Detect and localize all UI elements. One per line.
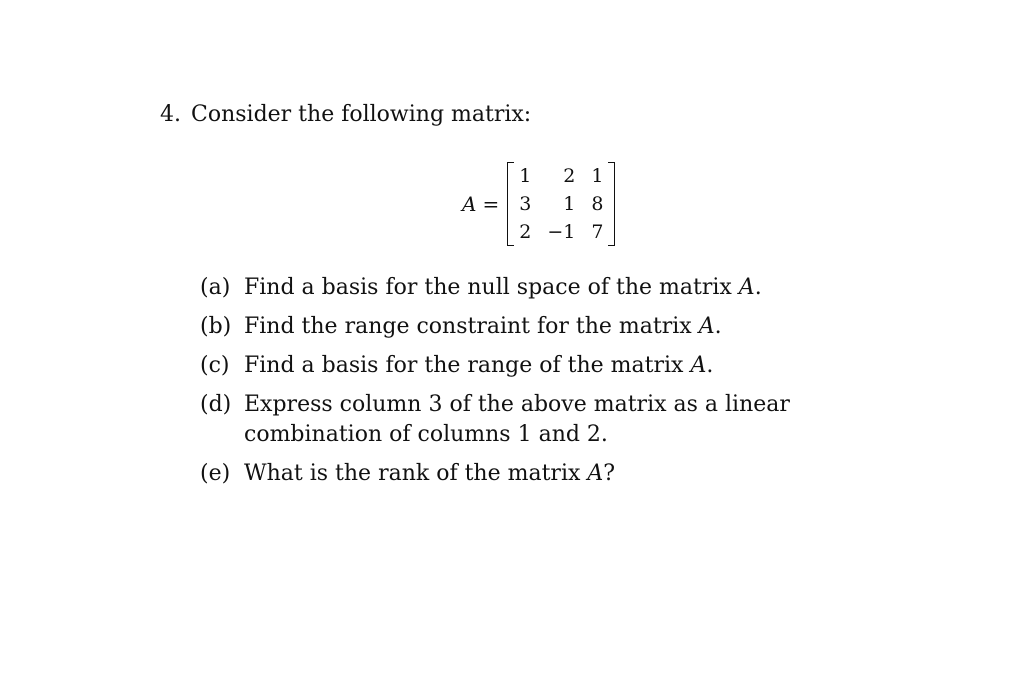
part-text: Find the range constraint for the matrix A. [244,314,722,339]
part-text: Find a basis for the range of the matrix A. [244,353,714,378]
part-text: Find a basis for the null space of the matrix A. [244,275,762,300]
matrix-cell: 8 [591,193,604,215]
question-part [200,351,930,381]
matrix-row [517,218,605,246]
part-text: What is the rank of the matrix A? [244,461,616,486]
matrix-row [517,190,605,218]
matrix-cell: 3 [519,193,532,215]
matrix-equation [462,160,615,248]
matrix-cell: 2 [563,165,576,187]
matrix-variable: A [462,192,477,216]
part-label: (b) [200,314,232,339]
part-label: (e) [200,461,231,486]
matrix-cell: 1 [591,165,604,187]
matrix-cell: 2 [519,221,532,243]
right-bracket [608,162,615,246]
equals-sign: = [482,192,500,216]
matrix-cell: −1 [547,221,576,243]
matrix-row [517,162,605,190]
matrix-cell: 1 [563,193,576,215]
problem-number: 4. [160,102,181,127]
question-part [200,390,930,450]
part-text: Express column 3 of the above matrix as a linear combination of columns 1 and 2. [244,392,790,447]
question-part [200,312,930,342]
question-part [200,459,930,489]
question-part [200,273,930,303]
problem-intro: Consider the following matrix: [191,102,532,127]
part-label: (c) [200,353,230,378]
part-label: (a) [200,275,231,300]
matrix [507,162,615,246]
part-label: (d) [200,392,232,417]
question-parts [200,273,930,498]
problem-heading [160,100,531,130]
matrix-table [517,162,605,246]
left-bracket [507,162,514,246]
matrix-cell: 1 [519,165,532,187]
matrix-cell: 7 [591,221,604,243]
